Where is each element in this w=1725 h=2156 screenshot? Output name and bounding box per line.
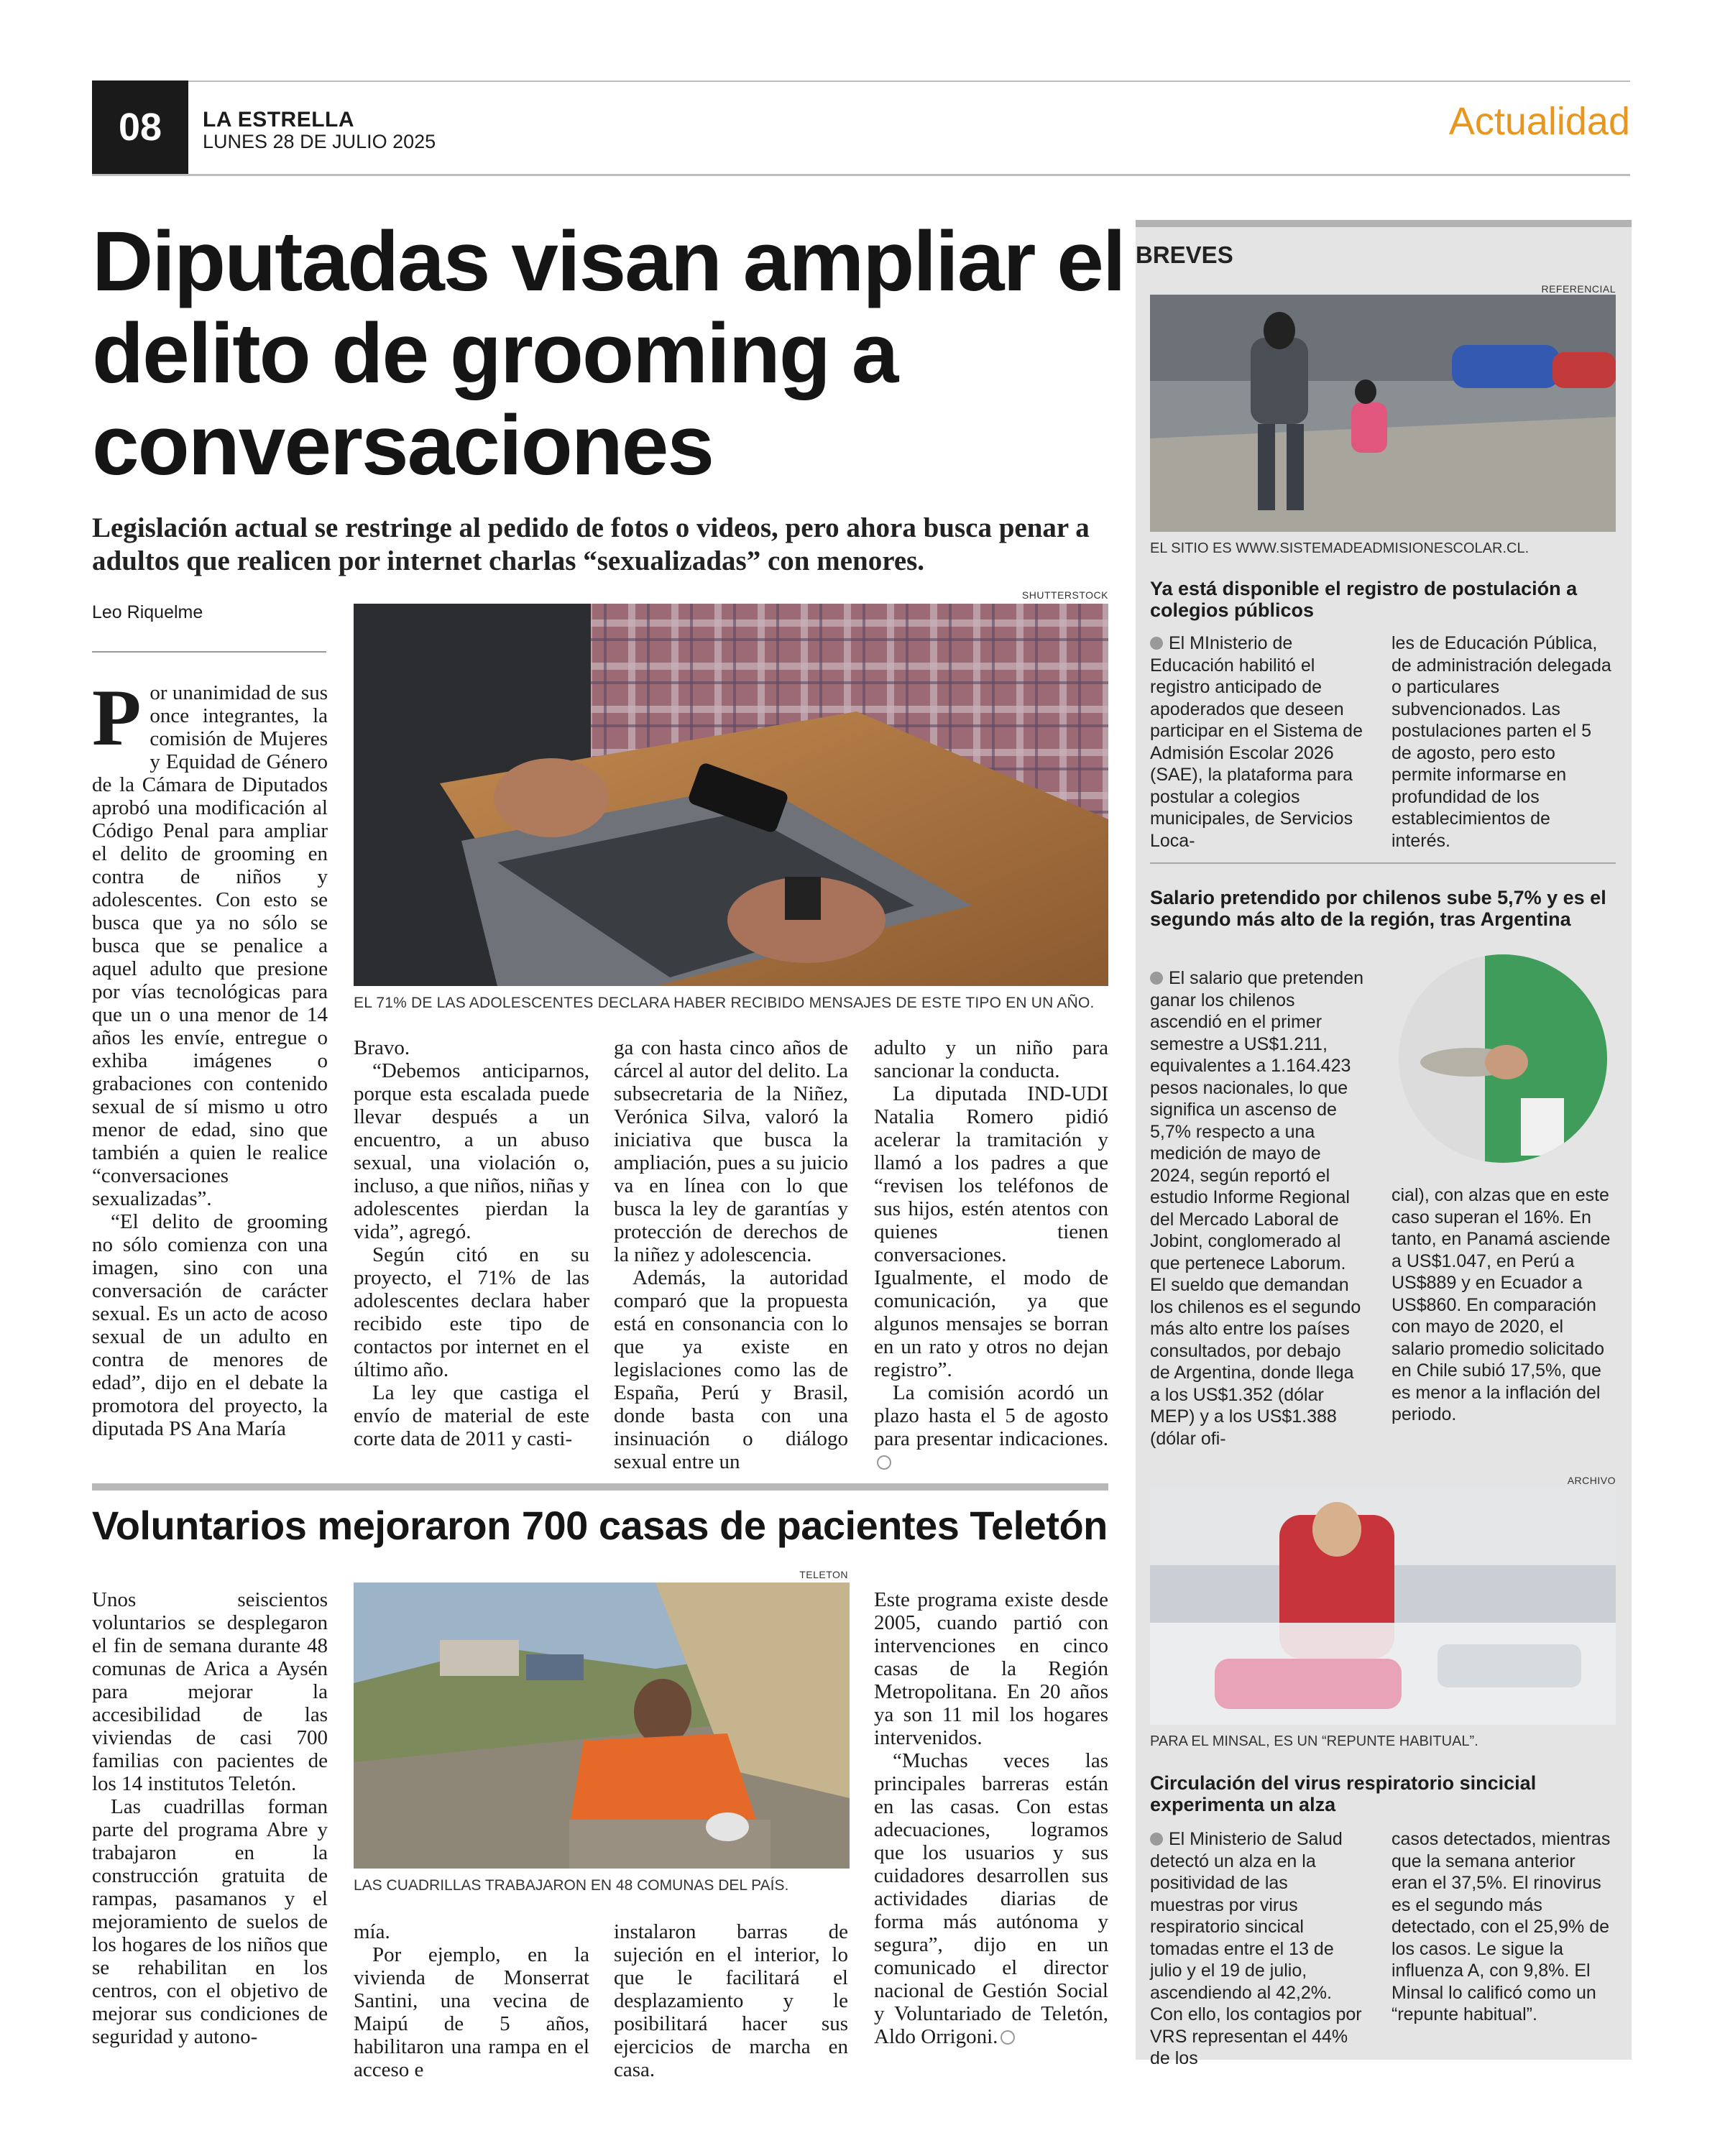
end-mark-icon [1000,2030,1015,2045]
end-mark-icon [877,1455,891,1470]
paragraph: ga con hasta cinco años de cárcel al autor del delito. La subsecretaria de la Niñez, Verónica Silva, valoró la iniciativa que busca la ampliación, pues a su juicio va en línea con lo que busca la ley de garantías y protección de derechos de la niñez y adolescencia. [614,1036,848,1266]
brief-title: Circulación del virus respiratorio sincicial experimenta un alza [1150,1772,1537,1815]
brief-column [1150,967,1366,1450]
article-column-4 [874,1036,1108,1473]
sidebar-top-rule [1136,220,1632,227]
paragraph: Este programa existe desde 2005, cuando partió con intervenciones en cinco casas de la Región Metropolitana. En 20 años ya son 11 mil los hogares intervenidos. [874,1588,1108,1749]
paragraph: “Muchas veces las principales barreras están en las casas. Con estas adecuaciones, logramos que los usuarios y sus cuidadores desarrollen sus actividades diarias de forma más autónoma y segura”, dijo en un comunicado el director nacional de Gestión Social y Voluntariado de Teletón, Aldo Orrigoni. [874,1749,1108,2048]
brief-column [1392,632,1611,852]
volunteer-photo-illustration [354,1583,850,1869]
paragraph: Según citó en su proyecto, el 71% de las adolescentes declara haber recibido este tipo de contactos por internet en el último año. [354,1243,589,1381]
paragraph: La ley que castiga el envío de material de este corte data de 2011 y casti- [354,1381,589,1450]
paragraph: Por ejemplo, en la vivienda de Monserrat Santini, una vecina de Maipú de 5 años, habilitaron una rampa en el acceso e [354,1943,589,2081]
photo-credit: REFERENCIAL [1541,283,1616,295]
article-column-3 [614,1036,848,1473]
brief-column [1392,1184,1611,1426]
sidebar-title: BREVES [1136,241,1233,268]
paragraph: mía. [354,1920,390,1943]
hospital-photo-illustration [1150,1486,1616,1725]
paragraph: Además, la autoridad comparó que la propuesta está en consonancia con lo que ya existe en legislaciones como las de España, Perú y Brasil, donde basta con una insinuación o diálogo sexual entre un [614,1266,848,1473]
photo-credit: SHUTTERSTOCK [1021,589,1108,601]
article-divider [92,1483,1108,1491]
paragraph: “Debemos anticiparnos, porque esta escalada puede llevar después a un encuentro, a un abuso sexual, una violación o, incluso, a que niños, niñas y adolescentes pierdan la vida”, agregó. [354,1059,589,1243]
brief-text: El Ministerio de Salud detectó un alza en la positividad de las muestras por virus respiratorio sincical tomadas entre el 13 de julio y el 19 de julio, ascendiendo al 42,2%. Con ello, los contagios por VRS representan el 44% de los [1150,1829,1362,2068]
header-top-rule [188,80,1630,82]
brief-text: El MInisterio de Educación habilitó el registro anticipado de apoderados que deseen participar en el Sistema de Admisión Escolar 2026 (SAE), la plataforma para postular a colegios municipales, de Servicios Loca- [1150,633,1363,851]
paragraph: Unos seiscientos voluntarios se desplegaron el fin de semana durante 48 comunas de Arica a Aysén para mejorar la accesibilidad de las viviendas de casi 700 familias con pacientes de los 14 institutos Teletón. [92,1588,328,1795]
article2-column-4 [874,1588,1108,2048]
header-bottom-rule [92,174,1630,176]
article-column-2 [354,1036,589,1450]
main-headline: Diputadas visan ampliar el delito de grooming a conversaciones [92,214,1125,493]
laptop-photo [354,604,1108,986]
section-label: Actualidad [1448,100,1630,143]
brief-text: les de Educación Pública, de administración delegada o particulares subvencionados. Las postulaciones parten el 5 de agosto, pero esto permite informarse en profundidad de los establecimientos de interés. [1392,633,1611,851]
brief-column [1150,1828,1366,2070]
photo-credit: ARCHIVO [1567,1475,1616,1486]
brief-text: El salario que pretenden ganar los chilenos ascendió en el primer semestre a US$1.211, equivalentes a 1.164.423 pesos nacionales, lo que significa un ascenso de 5,7% respecto a una medición de mayo de 2024, según reportó el estudio Informe Regional del Mercado Laboral de Jobint, conglomerado al que pertenece Laborum. El sueldo que demandan los chilenos es el segundo más alto entre los países consultados, por debajo de Argentina, donde llega a los US$1.352 (dólar MEP) y a los US$1.388 (dólar ofi- [1150,968,1364,1449]
article2-column-2 [354,1920,589,2081]
publication-date: LUNES 28 DE JULIO 2025 [203,131,436,152]
main-subhead: Legislación actual se restringe al pedido de fotos o videos, pero ahora busca penar a adultos que realicen por internet charlas “sexualizadas” con menores. [92,512,1090,576]
paragraph: La diputada IND-UDI Natalia Romero pidió acelerar la tramitación y llamó a los padres a que “revisen los teléfonos de sus hijos, estén atentos con quienes tienen conversaciones. Igualmente, el modo de comunicación, ya que algunos mensajes se borran en un rato y otros no dejan registro”. [874,1082,1108,1381]
photo-caption: EL 71% DE LAS ADOLESCENTES DECLARA HABER RECIBIDO MENSAJES DE ESTE TIPO EN UN AÑO. [354,995,1095,1011]
page-number: 08 [92,80,188,174]
second-headline: Voluntarios mejoraron 700 casas de pacientes Teletón [92,1503,1108,1548]
paragraph: or unanimidad de sus once integrantes, la comisión de Mujeres y Equidad de Género de la Cámara de Diputados aprobó una modificación al Código Penal para ampliar el delito de grooming en contra de niños y adolescentes. Con esto se busca que ya no sólo se busca que se penalice a aquel adulto que presione por vías tecnológicas para que un o una menor de 14 años les envíe, entregue o exhiba imágenes o grabaciones con contenido sexual de sí mismo u otro menor de edad, sino que también a quien le realice “conversaciones sexualizadas”. [92,681,328,1210]
bullet-dot-icon [1150,972,1163,985]
article-column-1 [92,673,328,1440]
byline: Leo Riquelme [92,602,203,622]
bullet-dot-icon [1150,637,1163,650]
paragraph: Las cuadrillas forman parte del programa Abre y trabajaron en la construcción gratuita de rampas, pasamanos y el mejoramiento de suelos de los hogares de los niños que se rehabilitan en los centros, con el objetivo de mejorar sus condiciones de seguridad y autono- [92,1795,328,2048]
brief-title: Salario pretendido por chilenos sube 5,7% y es el segundo más alto de la región, tras Argentina [1150,887,1606,930]
byline-rule [92,651,326,653]
paragraph: instalaron barras de sujeción en el interior, lo que le facilitará el desplazamiento y le posibilitará hacer sus ejercicios de marcha en casa. [614,1920,848,2081]
salary-photo-illustration [1399,954,1607,1163]
photo-caption: PARA EL MINSAL, ES UN “REPUNTE HABITUAL”. [1150,1733,1478,1749]
article2-column-1 [92,1588,328,2048]
newspaper-name: LA ESTRELLA [203,108,355,132]
paragraph: “El delito de grooming no sólo comienza con una imagen, sino con una conversación de carácter sexual. Es un acto de acoso sexual de un adulto en contra de menores de edad”, dijo en el debate la promotora del proyecto, la diputada PS Ana María [92,1210,328,1440]
brief-column [1150,632,1366,852]
paragraph: adulto y un niño para sancionar la conducta. [874,1036,1108,1082]
school-street-illustration [1150,295,1616,532]
school-street-photo [1150,295,1616,532]
salary-photo [1399,954,1607,1163]
drop-cap: P [92,673,142,763]
laptop-photo-illustration [354,604,1108,986]
photo-caption: LAS CUADRILLAS TRABAJARON EN 48 COMUNAS DEL PAÍS. [354,1877,789,1894]
photo-caption: EL SITIO ES WWW.SISTEMADEADMISIONESCOLAR.CL. [1150,540,1530,556]
paragraph: La comisión acordó un plazo hasta el 5 de agosto para presentar indicaciones. [874,1381,1108,1450]
article2-column-3 [614,1920,848,2081]
brief-title: Ya está disponible el registro de postulación a colegios públicos [1150,578,1578,621]
bullet-dot-icon [1150,1833,1163,1846]
brief-text: cial), con alzas que en este caso superan el 16%. En tanto, en Panamá asciende a US$1.047, en Perú a US$889 y en Ecuador a US$860. En comparación con mayo de 2020, el salario promedio solicitado en Chile subió 17,5%, que es menor a la inflación del periodo. [1392,1185,1611,1424]
brief-text: casos detectados, mientras que la semana anterior eran el 37,5%. El rinovirus es el segundo más detectado, con el 25,9% de los casos. Le sigue la influenza A, con 9,8%. El Minsal lo calificó como un “repunte habitual”. [1392,1829,1611,2024]
volunteer-photo [354,1583,850,1869]
brief-separator [1150,862,1616,864]
paragraph: Bravo. [354,1036,410,1059]
hospital-photo [1150,1486,1616,1725]
brief-column [1392,1828,1611,2026]
photo-credit: TELETON [799,1569,848,1580]
